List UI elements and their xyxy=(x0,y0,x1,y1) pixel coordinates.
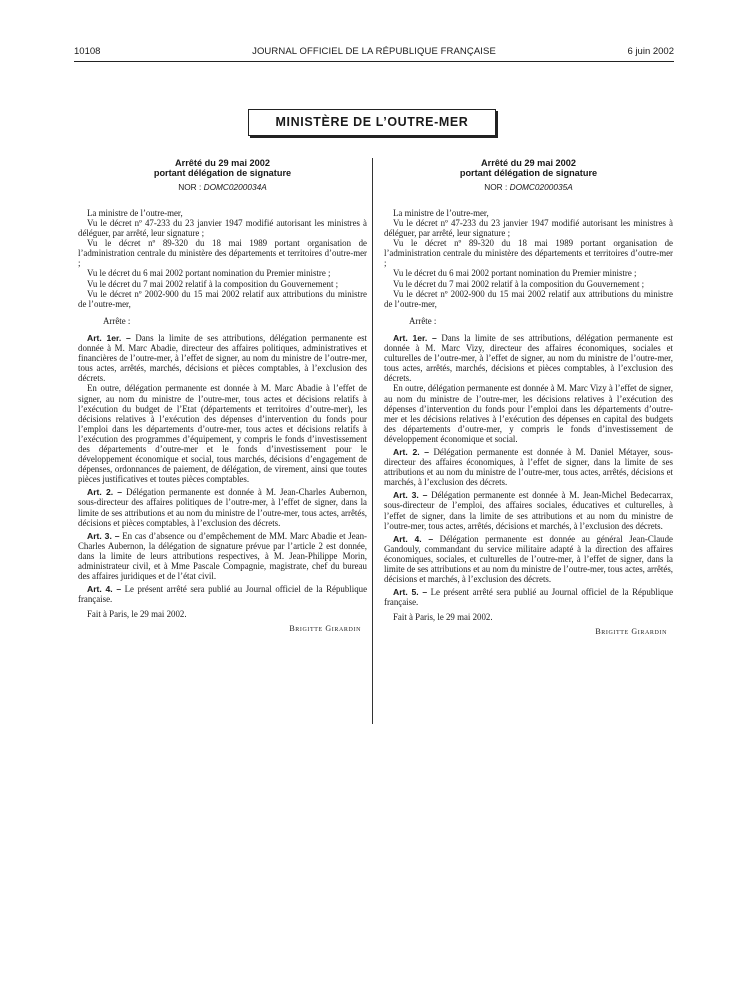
article-paragraph xyxy=(384,383,673,444)
page-number: 10108 xyxy=(74,46,101,57)
preamble-paragraph: Vu le décret nº 2002-900 du 15 mai 2002 relatif aux attributions du ministre de l’outre-mer, xyxy=(384,288,673,309)
preamble-paragraph: Vu le décret du 7 mai 2002 relatif à la composition du Gouvernement ; xyxy=(393,278,645,289)
signature: Brigitte Girardin xyxy=(595,627,667,637)
article-label: Art. 4. – xyxy=(393,533,434,544)
articles xyxy=(384,333,673,607)
article-label: Art. 1er. – xyxy=(87,332,131,343)
decree-title: Arrêté du 29 mai 2002 xyxy=(175,158,270,168)
article-paragraph xyxy=(384,587,673,607)
article-paragraph xyxy=(78,584,367,604)
preamble xyxy=(384,208,673,309)
nor-code: DOMC0200035A xyxy=(509,181,573,192)
preamble-paragraph: Vu le décret nº 2002-900 du 15 mai 2002 relatif aux attributions du ministre de l’outre-mer, xyxy=(78,288,367,309)
preamble-paragraph: Vu le décret du 6 mai 2002 portant nomination du Premier ministre ; xyxy=(87,268,331,279)
arrete-label: Arrête : xyxy=(409,315,437,326)
decree-subtitle: portant délégation de signature xyxy=(153,168,292,179)
preamble-paragraph: La ministre de l’outre-mer, xyxy=(87,207,183,218)
nor-code: DOMC0200034A xyxy=(203,181,267,192)
article-label: Art. 4. – xyxy=(87,584,122,595)
article-paragraph xyxy=(78,487,367,527)
article-paragraph xyxy=(78,383,367,484)
article-text: Dans la limite de ses attributions, délégation permanente est donnée à M. Marc Vizy, directeur des affaires économiques, sociales et culturelles de l’outre-mer, à l’effet de signer, au nom du ministre de l’outre-mer, tous actes, arrêtés, marchés, décisions et pièces comptables, à l’exclusion des décrets. xyxy=(384,332,674,384)
article-label: Art. 3. – xyxy=(393,490,428,501)
article-text: En outre, délégation permanente est donnée à M. Marc Vizy à l’effet de signer, au nom du ministre de l’outre-mer, les décisions relatives à l’exécution des dépenses d’intervention du fonds pour l’emploi dans les départements d’outre-mer et les décisions relatives à l’exécution des dépenses en capital des budgets des départements d’outre-mer, y compris le fonds d’investissement de développement économique et social. xyxy=(384,383,673,444)
nor-label: NOR : xyxy=(484,181,510,192)
place-date: Fait à Paris, le 29 mai 2002. xyxy=(87,609,187,620)
right-column xyxy=(384,158,673,638)
article-text: Délégation permanente est donnée à M. Jean-Michel Bedecarrax, sous-directeur de l’emploi, des affaires sociales, éducatives et culturelles, à l’effet de signer, dans la limite de ses attributions et au nom du ministre de l’outre-mer, tous actes, arrêtés, décisions et marchés, à l’exclusion des décrets. xyxy=(384,490,673,531)
article-text: Délégation permanente est donnée à M. Daniel Métayer, sous-directeur des affaires économiques, à l’effet de signer, dans la limite de ses attributions et au nom du ministre de l’outre-mer, tous actes, arrêtés, décisions et marchés, à l’exclusion des décrets. xyxy=(384,446,673,488)
nor-reference xyxy=(384,182,673,192)
article-text: Délégation permanente est donnée à M. Jean-Charles Aubernon, sous-directeur des affaires politiques de l’outre-mer, à l’effet de signer, dans la limite de ses attributions et au nom du ministre de l’outre-mer, tous actes, arrêtés, décisions et pièces comptables, à l’exclusion des décrets. xyxy=(78,487,368,528)
left-column xyxy=(78,158,367,635)
preamble-paragraph: Vu le décret du 7 mai 2002 relatif à la composition du Gouvernement ; xyxy=(87,278,339,289)
arrete-label: Arrête : xyxy=(103,315,131,326)
article-paragraph xyxy=(384,447,673,487)
preamble-paragraph: La ministre de l’outre-mer, xyxy=(393,207,489,218)
header-rule xyxy=(74,61,674,62)
preamble-paragraph: Vu le décret nº 47-233 du 23 janvier 1947 modifié autorisant les ministres à déléguer, par arrêté, leur signature ; xyxy=(78,218,367,239)
preamble-paragraph: Vu le décret du 6 mai 2002 portant nomination du Premier ministre ; xyxy=(393,268,637,279)
preamble-paragraph: Vu le décret nº 47-233 du 23 janvier 1947 modifié autorisant les ministres à déléguer, par arrêté, leur signature ; xyxy=(384,218,673,239)
ministry-box xyxy=(248,109,496,136)
column-separator xyxy=(372,158,373,724)
article-text: Délégation permanente est donnée au général Jean-Claude Gandouly, commandant du service militaire adapté à la direction des affaires économiques, sociales, et culturelles de l’outre-mer, à l’effet de signer, dans la limite de ses attributions et au nom du ministre de l’outre-mer, tous actes, arrêtés, décisions et marchés, à l’exclusion des décrets. xyxy=(384,533,673,585)
article-label: Art. 3. – xyxy=(87,530,120,541)
nor-label: NOR : xyxy=(178,181,204,192)
article-text: En cas d’absence ou d’empêchement de MM. Marc Abadie et Jean-Charles Aubernon, la délégation de signature prévue par l’article 2 est donnée, dans la limite de leurs attributions respectives, à M. Jean-Philippe Morin, administrateur civil, et à Mme Pascale Compagnie, magistrate, chef du bureau des affaires juridiques et de l’état civil. xyxy=(78,530,368,582)
article-paragraph xyxy=(384,490,673,530)
articles xyxy=(78,333,367,604)
article-text: Le présent arrêté sera publié au Journal officiel de la République française. xyxy=(384,587,674,608)
preamble-paragraph: Vu le décret nº 89-320 du 18 mai 1989 portant organisation de l’administration centrale du ministère des départements et territoires d’outre-mer ; xyxy=(78,238,367,269)
article-paragraph xyxy=(384,333,673,383)
article-text: En outre, délégation permanente est donnée à M. Marc Abadie à l’effet de signer, au nom du ministre de l’outre-mer, tous actes et décisions relatifs à l’exécution du budget de l’Etat (départements et territoires d’outre-mer), les décisions relatives à l’exécution des dépenses d’intervention du fonds pour l’emploi dans les départements d’outre-mer, tous actes et décisions relatifs à l’exécution des programmes d’équipement, y compris le fonds d’investissement des départements d’outre-mer et le fonds d’investissement pour le développement économique et social, tous marchés, décisions d’engagement de dépenses, ordonnances de paiement, de délégation, de virement, ainsi que toutes pièces justificatives et toutes pièces comptables. xyxy=(78,383,367,485)
decree-subtitle: portant délégation de signature xyxy=(459,168,598,179)
issue-date: 6 juin 2002 xyxy=(627,46,674,57)
journal-title: JOURNAL OFFICIEL DE LA RÉPUBLIQUE FRANÇAISE xyxy=(252,46,496,57)
article-label: Art. 2. – xyxy=(393,446,430,457)
place-date: Fait à Paris, le 29 mai 2002. xyxy=(393,612,493,623)
article-text: Dans la limite de ses attributions, délégation permanente est donnée à M. Marc Abadie, directeur des affaires politiques, administratives et financières de l’outre-mer, à l’effet de signer, au nom du ministre de l’outre-mer, tous actes, arrêtés, marchés, décisions et pièces comptables, à l’exclusion des décrets. xyxy=(78,332,368,384)
ministry-title: MINISTÈRE DE L’OUTRE-MER xyxy=(275,115,469,129)
preamble-paragraph: Vu le décret nº 89-320 du 18 mai 1989 portant organisation de l’administration centrale du ministère des départements et territoires d’outre-mer ; xyxy=(384,238,673,269)
page-header xyxy=(74,46,674,60)
nor-reference xyxy=(78,182,367,192)
article-paragraph xyxy=(78,531,367,581)
article-label: Art. 5. – xyxy=(393,587,428,598)
preamble xyxy=(78,208,367,309)
article-paragraph xyxy=(384,534,673,584)
article-paragraph xyxy=(78,333,367,383)
decree-title: Arrêté du 29 mai 2002 xyxy=(481,158,576,168)
signature: Brigitte Girardin xyxy=(289,624,361,634)
article-label: Art. 1er. – xyxy=(393,332,437,343)
article-label: Art. 2. – xyxy=(87,487,123,498)
article-text: Le présent arrêté sera publié au Journal officiel de la République française. xyxy=(78,584,368,605)
